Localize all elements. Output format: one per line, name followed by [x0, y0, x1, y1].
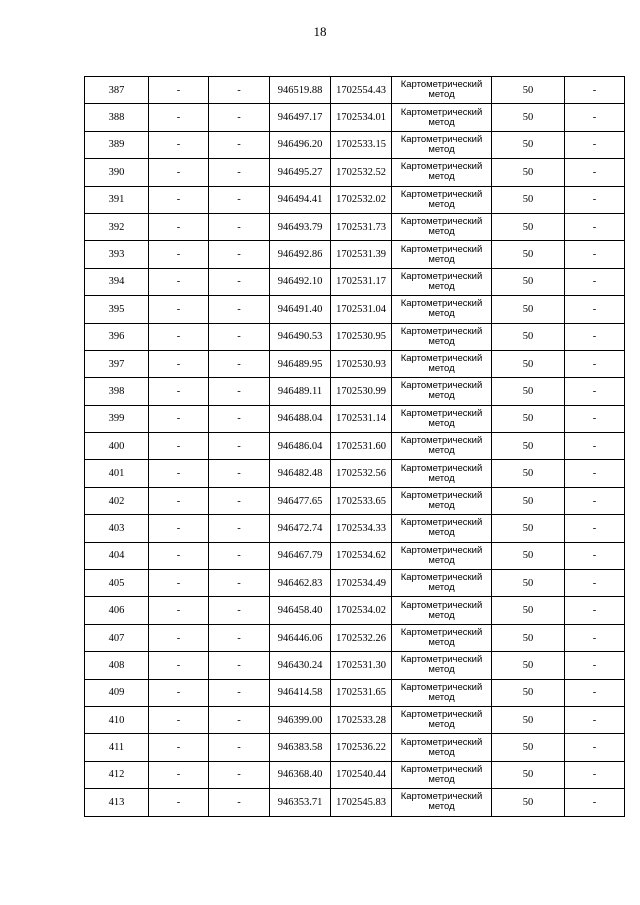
y-coordinate-cell: 1702545.83 — [331, 789, 392, 816]
empty-dash-cell: - — [565, 104, 625, 131]
y-coordinate-cell: 1702534.33 — [331, 515, 392, 542]
y-coordinate-cell: 1702534.49 — [331, 570, 392, 597]
table-body — [85, 77, 625, 817]
accuracy-cell: 50 — [492, 460, 565, 487]
y-coordinate-cell: 1702532.26 — [331, 624, 392, 651]
x-coordinate-cell: 946494.41 — [270, 186, 331, 213]
method-cell: Картометрический метод — [392, 734, 492, 761]
x-coordinate-cell: 946467.79 — [270, 542, 331, 569]
accuracy-cell: 50 — [492, 77, 565, 104]
point-number-cell: 390 — [85, 159, 149, 186]
table-row — [85, 652, 625, 679]
empty-dash-cell: - — [209, 515, 270, 542]
empty-dash-cell: - — [565, 159, 625, 186]
empty-dash-cell: - — [565, 679, 625, 706]
point-number-cell: 412 — [85, 761, 149, 788]
y-coordinate-cell: 1702534.01 — [331, 104, 392, 131]
method-cell: Картометрический метод — [392, 515, 492, 542]
y-coordinate-cell: 1702532.56 — [331, 460, 392, 487]
empty-dash-cell: - — [209, 597, 270, 624]
method-cell: Картометрический метод — [392, 159, 492, 186]
table-row — [85, 706, 625, 733]
accuracy-cell: 50 — [492, 542, 565, 569]
table-row — [85, 296, 625, 323]
empty-dash-cell: - — [209, 487, 270, 514]
x-coordinate-cell: 946519.88 — [270, 77, 331, 104]
point-number-cell: 404 — [85, 542, 149, 569]
point-number-cell: 395 — [85, 296, 149, 323]
accuracy-cell: 50 — [492, 433, 565, 460]
table-row — [85, 515, 625, 542]
method-cell: Картометрический метод — [392, 241, 492, 268]
empty-dash-cell: - — [209, 433, 270, 460]
accuracy-cell: 50 — [492, 652, 565, 679]
x-coordinate-cell: 946399.00 — [270, 706, 331, 733]
point-number-cell: 396 — [85, 323, 149, 350]
empty-dash-cell: - — [149, 77, 209, 104]
accuracy-cell: 50 — [492, 761, 565, 788]
point-number-cell: 407 — [85, 624, 149, 651]
empty-dash-cell: - — [149, 131, 209, 158]
empty-dash-cell: - — [209, 323, 270, 350]
y-coordinate-cell: 1702534.62 — [331, 542, 392, 569]
empty-dash-cell: - — [149, 789, 209, 816]
table-row — [85, 213, 625, 240]
table-row — [85, 378, 625, 405]
empty-dash-cell: - — [149, 268, 209, 295]
empty-dash-cell: - — [565, 624, 625, 651]
empty-dash-cell: - — [565, 515, 625, 542]
point-number-cell: 391 — [85, 186, 149, 213]
empty-dash-cell: - — [209, 706, 270, 733]
method-cell: Картометрический метод — [392, 104, 492, 131]
empty-dash-cell: - — [565, 350, 625, 377]
y-coordinate-cell: 1702531.30 — [331, 652, 392, 679]
table-row — [85, 268, 625, 295]
y-coordinate-cell: 1702554.43 — [331, 77, 392, 104]
empty-dash-cell: - — [565, 706, 625, 733]
empty-dash-cell: - — [565, 378, 625, 405]
y-coordinate-cell: 1702536.22 — [331, 734, 392, 761]
point-number-cell: 389 — [85, 131, 149, 158]
empty-dash-cell: - — [149, 515, 209, 542]
accuracy-cell: 50 — [492, 323, 565, 350]
y-coordinate-cell: 1702531.73 — [331, 213, 392, 240]
y-coordinate-cell: 1702533.15 — [331, 131, 392, 158]
method-cell: Картометрический метод — [392, 624, 492, 651]
empty-dash-cell: - — [209, 652, 270, 679]
empty-dash-cell: - — [209, 241, 270, 268]
point-number-cell: 397 — [85, 350, 149, 377]
accuracy-cell: 50 — [492, 159, 565, 186]
table-row — [85, 542, 625, 569]
x-coordinate-cell: 946492.10 — [270, 268, 331, 295]
accuracy-cell: 50 — [492, 378, 565, 405]
empty-dash-cell: - — [209, 213, 270, 240]
table-row — [85, 186, 625, 213]
empty-dash-cell: - — [149, 597, 209, 624]
x-coordinate-cell: 946458.40 — [270, 597, 331, 624]
x-coordinate-cell: 946430.24 — [270, 652, 331, 679]
coordinates-table — [84, 76, 625, 817]
empty-dash-cell: - — [209, 268, 270, 295]
method-cell: Картометрический метод — [392, 460, 492, 487]
empty-dash-cell: - — [149, 706, 209, 733]
accuracy-cell: 50 — [492, 679, 565, 706]
empty-dash-cell: - — [149, 159, 209, 186]
empty-dash-cell: - — [209, 570, 270, 597]
table-row — [85, 433, 625, 460]
point-number-cell: 398 — [85, 378, 149, 405]
x-coordinate-cell: 946353.71 — [270, 789, 331, 816]
table-row — [85, 323, 625, 350]
y-coordinate-cell: 1702540.44 — [331, 761, 392, 788]
point-number-cell: 392 — [85, 213, 149, 240]
empty-dash-cell: - — [565, 487, 625, 514]
method-cell: Картометрический метод — [392, 186, 492, 213]
x-coordinate-cell: 946497.17 — [270, 104, 331, 131]
accuracy-cell: 50 — [492, 131, 565, 158]
empty-dash-cell: - — [149, 186, 209, 213]
x-coordinate-cell: 946489.11 — [270, 378, 331, 405]
empty-dash-cell: - — [565, 789, 625, 816]
empty-dash-cell: - — [149, 433, 209, 460]
y-coordinate-cell: 1702530.93 — [331, 350, 392, 377]
empty-dash-cell: - — [209, 296, 270, 323]
accuracy-cell: 50 — [492, 570, 565, 597]
method-cell: Картометрический метод — [392, 77, 492, 104]
method-cell: Картометрический метод — [392, 789, 492, 816]
point-number-cell: 387 — [85, 77, 149, 104]
y-coordinate-cell: 1702531.14 — [331, 405, 392, 432]
point-number-cell: 411 — [85, 734, 149, 761]
table-row — [85, 350, 625, 377]
x-coordinate-cell: 946493.79 — [270, 213, 331, 240]
empty-dash-cell: - — [565, 433, 625, 460]
method-cell: Картометрический метод — [392, 296, 492, 323]
empty-dash-cell: - — [565, 131, 625, 158]
empty-dash-cell: - — [209, 624, 270, 651]
method-cell: Картометрический метод — [392, 405, 492, 432]
x-coordinate-cell: 946492.86 — [270, 241, 331, 268]
empty-dash-cell: - — [149, 213, 209, 240]
accuracy-cell: 50 — [492, 268, 565, 295]
accuracy-cell: 50 — [492, 241, 565, 268]
point-number-cell: 401 — [85, 460, 149, 487]
x-coordinate-cell: 946496.20 — [270, 131, 331, 158]
empty-dash-cell: - — [149, 241, 209, 268]
method-cell: Картометрический метод — [392, 323, 492, 350]
empty-dash-cell: - — [149, 570, 209, 597]
empty-dash-cell: - — [149, 761, 209, 788]
point-number-cell: 403 — [85, 515, 149, 542]
method-cell: Картометрический метод — [392, 268, 492, 295]
accuracy-cell: 50 — [492, 350, 565, 377]
point-number-cell: 388 — [85, 104, 149, 131]
empty-dash-cell: - — [149, 460, 209, 487]
point-number-cell: 406 — [85, 597, 149, 624]
point-number-cell: 402 — [85, 487, 149, 514]
accuracy-cell: 50 — [492, 515, 565, 542]
x-coordinate-cell: 946482.48 — [270, 460, 331, 487]
accuracy-cell: 50 — [492, 186, 565, 213]
accuracy-cell: 50 — [492, 213, 565, 240]
method-cell: Картометрический метод — [392, 542, 492, 569]
empty-dash-cell: - — [149, 350, 209, 377]
method-cell: Картометрический метод — [392, 131, 492, 158]
accuracy-cell: 50 — [492, 104, 565, 131]
accuracy-cell: 50 — [492, 624, 565, 651]
accuracy-cell: 50 — [492, 405, 565, 432]
empty-dash-cell: - — [565, 77, 625, 104]
empty-dash-cell: - — [149, 542, 209, 569]
empty-dash-cell: - — [149, 378, 209, 405]
method-cell: Картометрический метод — [392, 350, 492, 377]
x-coordinate-cell: 946495.27 — [270, 159, 331, 186]
empty-dash-cell: - — [209, 789, 270, 816]
y-coordinate-cell: 1702533.65 — [331, 487, 392, 514]
method-cell: Картометрический метод — [392, 487, 492, 514]
empty-dash-cell: - — [565, 542, 625, 569]
y-coordinate-cell: 1702531.04 — [331, 296, 392, 323]
point-number-cell: 413 — [85, 789, 149, 816]
method-cell: Картометрический метод — [392, 213, 492, 240]
method-cell: Картометрический метод — [392, 706, 492, 733]
accuracy-cell: 50 — [492, 706, 565, 733]
x-coordinate-cell: 946477.65 — [270, 487, 331, 514]
table-row — [85, 734, 625, 761]
table-row — [85, 597, 625, 624]
empty-dash-cell: - — [565, 296, 625, 323]
table-row — [85, 789, 625, 816]
empty-dash-cell: - — [209, 761, 270, 788]
x-coordinate-cell: 946462.83 — [270, 570, 331, 597]
y-coordinate-cell: 1702531.65 — [331, 679, 392, 706]
empty-dash-cell: - — [149, 652, 209, 679]
empty-dash-cell: - — [149, 405, 209, 432]
empty-dash-cell: - — [565, 213, 625, 240]
empty-dash-cell: - — [149, 487, 209, 514]
y-coordinate-cell: 1702531.17 — [331, 268, 392, 295]
empty-dash-cell: - — [565, 405, 625, 432]
point-number-cell: 399 — [85, 405, 149, 432]
x-coordinate-cell: 946414.58 — [270, 679, 331, 706]
table-row — [85, 761, 625, 788]
accuracy-cell: 50 — [492, 789, 565, 816]
empty-dash-cell: - — [565, 570, 625, 597]
table-row — [85, 131, 625, 158]
table-row — [85, 159, 625, 186]
empty-dash-cell: - — [149, 679, 209, 706]
empty-dash-cell: - — [565, 597, 625, 624]
y-coordinate-cell: 1702532.02 — [331, 186, 392, 213]
empty-dash-cell: - — [209, 350, 270, 377]
empty-dash-cell: - — [565, 652, 625, 679]
table-row — [85, 104, 625, 131]
table-row — [85, 624, 625, 651]
point-number-cell: 393 — [85, 241, 149, 268]
x-coordinate-cell: 946368.40 — [270, 761, 331, 788]
x-coordinate-cell: 946491.40 — [270, 296, 331, 323]
empty-dash-cell: - — [209, 159, 270, 186]
empty-dash-cell: - — [209, 378, 270, 405]
empty-dash-cell: - — [565, 186, 625, 213]
point-number-cell: 400 — [85, 433, 149, 460]
empty-dash-cell: - — [149, 296, 209, 323]
y-coordinate-cell: 1702532.52 — [331, 159, 392, 186]
empty-dash-cell: - — [565, 241, 625, 268]
x-coordinate-cell: 946472.74 — [270, 515, 331, 542]
y-coordinate-cell: 1702533.28 — [331, 706, 392, 733]
empty-dash-cell: - — [209, 405, 270, 432]
empty-dash-cell: - — [209, 77, 270, 104]
accuracy-cell: 50 — [492, 597, 565, 624]
empty-dash-cell: - — [209, 460, 270, 487]
point-number-cell: 409 — [85, 679, 149, 706]
x-coordinate-cell: 946490.53 — [270, 323, 331, 350]
table-row — [85, 487, 625, 514]
point-number-cell: 405 — [85, 570, 149, 597]
method-cell: Картометрический метод — [392, 652, 492, 679]
y-coordinate-cell: 1702534.02 — [331, 597, 392, 624]
empty-dash-cell: - — [565, 734, 625, 761]
x-coordinate-cell: 946383.58 — [270, 734, 331, 761]
empty-dash-cell: - — [565, 323, 625, 350]
y-coordinate-cell: 1702531.39 — [331, 241, 392, 268]
x-coordinate-cell: 946488.04 — [270, 405, 331, 432]
x-coordinate-cell: 946489.95 — [270, 350, 331, 377]
empty-dash-cell: - — [209, 734, 270, 761]
table-row — [85, 241, 625, 268]
method-cell: Картометрический метод — [392, 597, 492, 624]
point-number-cell: 394 — [85, 268, 149, 295]
accuracy-cell: 50 — [492, 487, 565, 514]
x-coordinate-cell: 946446.06 — [270, 624, 331, 651]
table-row — [85, 460, 625, 487]
empty-dash-cell: - — [565, 761, 625, 788]
method-cell: Картометрический метод — [392, 433, 492, 460]
y-coordinate-cell: 1702530.99 — [331, 378, 392, 405]
x-coordinate-cell: 946486.04 — [270, 433, 331, 460]
empty-dash-cell: - — [149, 624, 209, 651]
table-row — [85, 77, 625, 104]
method-cell: Картометрический метод — [392, 570, 492, 597]
empty-dash-cell: - — [149, 734, 209, 761]
method-cell: Картометрический метод — [392, 378, 492, 405]
point-number-cell: 408 — [85, 652, 149, 679]
accuracy-cell: 50 — [492, 296, 565, 323]
method-cell: Картометрический метод — [392, 679, 492, 706]
table-row — [85, 679, 625, 706]
table-row — [85, 570, 625, 597]
empty-dash-cell: - — [565, 268, 625, 295]
empty-dash-cell: - — [209, 679, 270, 706]
empty-dash-cell: - — [149, 104, 209, 131]
empty-dash-cell: - — [209, 542, 270, 569]
empty-dash-cell: - — [209, 131, 270, 158]
point-number-cell: 410 — [85, 706, 149, 733]
empty-dash-cell: - — [565, 460, 625, 487]
empty-dash-cell: - — [209, 186, 270, 213]
y-coordinate-cell: 1702530.95 — [331, 323, 392, 350]
y-coordinate-cell: 1702531.60 — [331, 433, 392, 460]
method-cell: Картометрический метод — [392, 761, 492, 788]
table-row — [85, 405, 625, 432]
accuracy-cell: 50 — [492, 734, 565, 761]
empty-dash-cell: - — [209, 104, 270, 131]
empty-dash-cell: - — [149, 323, 209, 350]
page-number: 18 — [313, 24, 327, 39]
